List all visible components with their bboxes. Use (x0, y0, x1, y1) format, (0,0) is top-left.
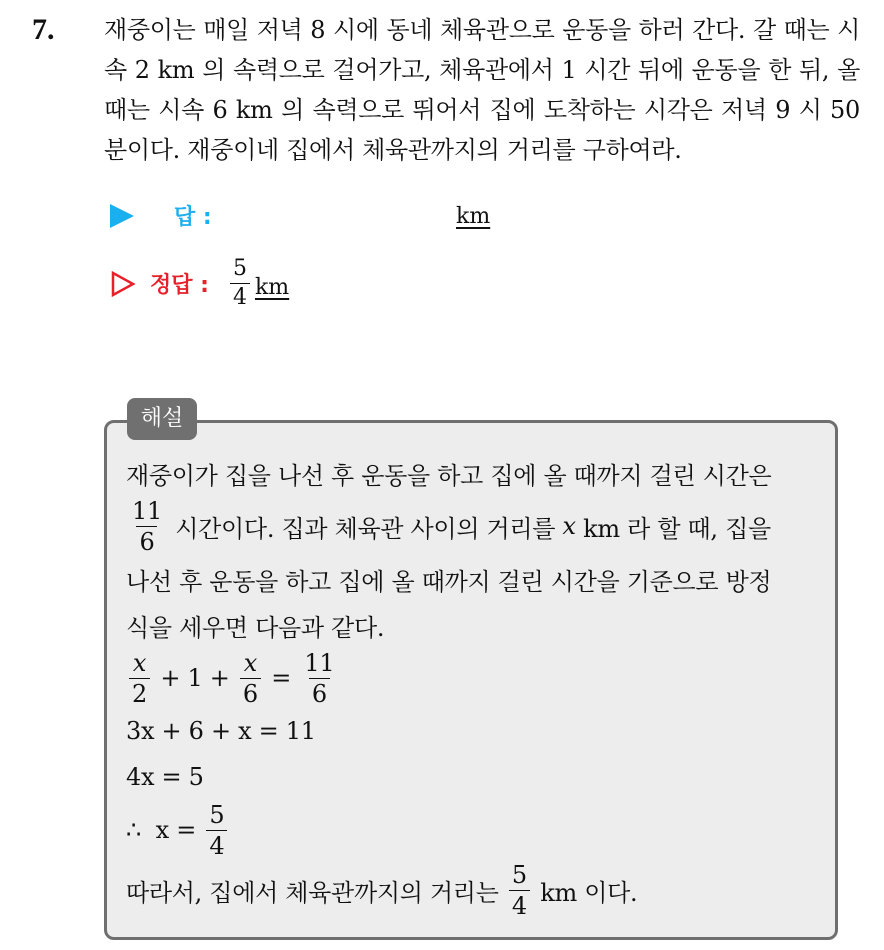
fraction-numerator: 11 (132, 496, 162, 525)
fraction-numerator: x (243, 648, 257, 677)
question-text: 재중이는 매일 저녁 8 시에 동네 체육관으로 운동을 하러 간다. 갈 때는 시속 2 km 의 속력으로 걸어가고, 체육관에서 1 시간 뒤에 운동을 한 뒤, 올 때는 시속 6 km 의 속력으로 뛰어서 집에 도착하는 시각은 저녁 9 시 50 분이다. 재중이네 집에서 체육관까지의 거리를 구하여라. (104, 16, 860, 164)
outline-triangle-icon (110, 270, 136, 298)
correct-answer-label: 정답 : (150, 273, 209, 298)
correct-answer-unit: km (254, 275, 290, 300)
fraction-denominator: 6 (309, 678, 330, 706)
fraction-numerator: x (132, 648, 147, 677)
correct-answer-fraction (230, 258, 250, 309)
equation-operator: + 1 + (152, 664, 237, 692)
equation-4 (126, 800, 826, 860)
answer-unit: km (456, 204, 491, 229)
fraction-denominator: 4 (206, 830, 227, 858)
fraction-numerator: 5 (511, 860, 527, 889)
equation-2 (126, 708, 826, 754)
question-number: 7. (32, 13, 55, 46)
play-triangle-icon (110, 204, 134, 228)
fraction-x-over-6 (240, 648, 261, 708)
equation-text: ∴ x = (126, 816, 204, 844)
correct-answer-row (110, 258, 289, 309)
solution-text: 식을 세우면 다음과 같다. (126, 613, 385, 642)
answer-label: 답 : (174, 205, 212, 230)
solution-line (126, 450, 826, 496)
equation-operator: = (263, 664, 299, 692)
solution-conclusion (126, 860, 826, 920)
solution-text: 나선 후 운동을 하고 집에 올 때까지 걸린 시간을 기준으로 방정 (126, 567, 772, 596)
fraction-denominator: 6 (136, 526, 157, 554)
fraction-x-over-2 (129, 648, 150, 708)
variable-x: x (562, 512, 576, 540)
fraction-denominator: 4 (230, 283, 250, 309)
fraction-11-over-6 (301, 648, 337, 708)
equation-1 (126, 648, 826, 708)
fraction-numerator: 5 (232, 256, 247, 281)
fraction-5-over-4 (206, 800, 227, 860)
equation-3 (126, 754, 826, 800)
solution-text: 따라서, 집에서 체육관까지의 거리는 (126, 878, 506, 907)
fraction-denominator: 2 (129, 678, 150, 706)
fraction-denominator: 6 (240, 678, 261, 706)
equation-text: 3x + 6 + x = 11 (126, 717, 316, 745)
solution-text: 시간이다. 집과 체육관 사이의 거리를 (167, 514, 563, 543)
solution-line (126, 496, 826, 556)
solution-text: km 라 할 때, 집을 (575, 514, 771, 543)
fraction-numerator: 5 (209, 800, 225, 829)
solution-text: km 이다. (532, 878, 638, 907)
solution-content (126, 450, 826, 920)
solution-line (126, 556, 826, 602)
solution-text: 재중이가 집을 나선 후 운동을 하고 집에 올 때까지 걸린 시간은 (126, 461, 772, 490)
answer-row (110, 200, 212, 231)
fraction-numerator: 11 (304, 648, 335, 677)
solution-line (126, 602, 826, 648)
solution-tab: 해설 (127, 398, 197, 440)
time-fraction (129, 496, 165, 556)
distance-fraction (509, 860, 530, 920)
equation-text: 4x = 5 (126, 763, 204, 791)
correct-answer-value (227, 258, 289, 309)
fraction-denominator: 4 (509, 890, 530, 918)
